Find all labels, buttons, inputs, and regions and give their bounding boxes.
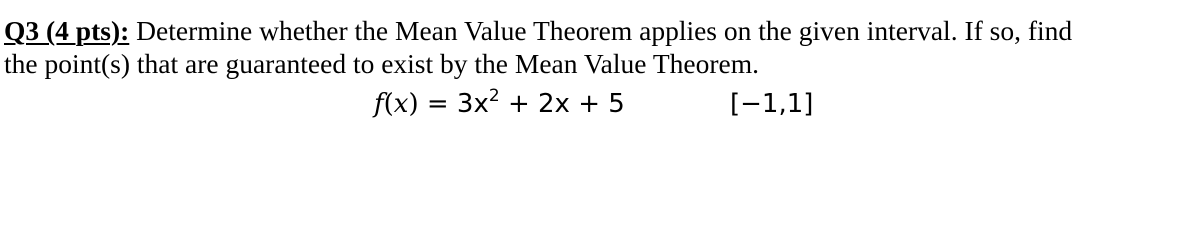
question-text — [4, 14, 1196, 80]
function-variable: x — [393, 89, 409, 119]
question-instruction: Determine whether the Mean Value Theorem applies on the given interval. If so, find — [129, 15, 1073, 46]
function-name: f — [374, 89, 384, 119]
question-line-1 — [4, 14, 1196, 47]
math-row — [0, 84, 1200, 124]
function-open-paren: ( — [383, 89, 394, 119]
formula-rhs-start: = 3x — [418, 89, 489, 119]
question-line-2: the point(s) that are guaranteed to exist by the Mean Value Theorem. — [4, 48, 759, 79]
function-formula — [374, 84, 625, 127]
interval: [−1,1] — [730, 89, 814, 119]
formula-exponent: 2 — [488, 86, 500, 106]
formula-rhs-end: + 2x + 5 — [499, 89, 625, 119]
function-notation — [374, 89, 419, 119]
function-close-paren: ) — [408, 89, 419, 119]
question-label: Q3 (4 pts): — [4, 15, 130, 46]
